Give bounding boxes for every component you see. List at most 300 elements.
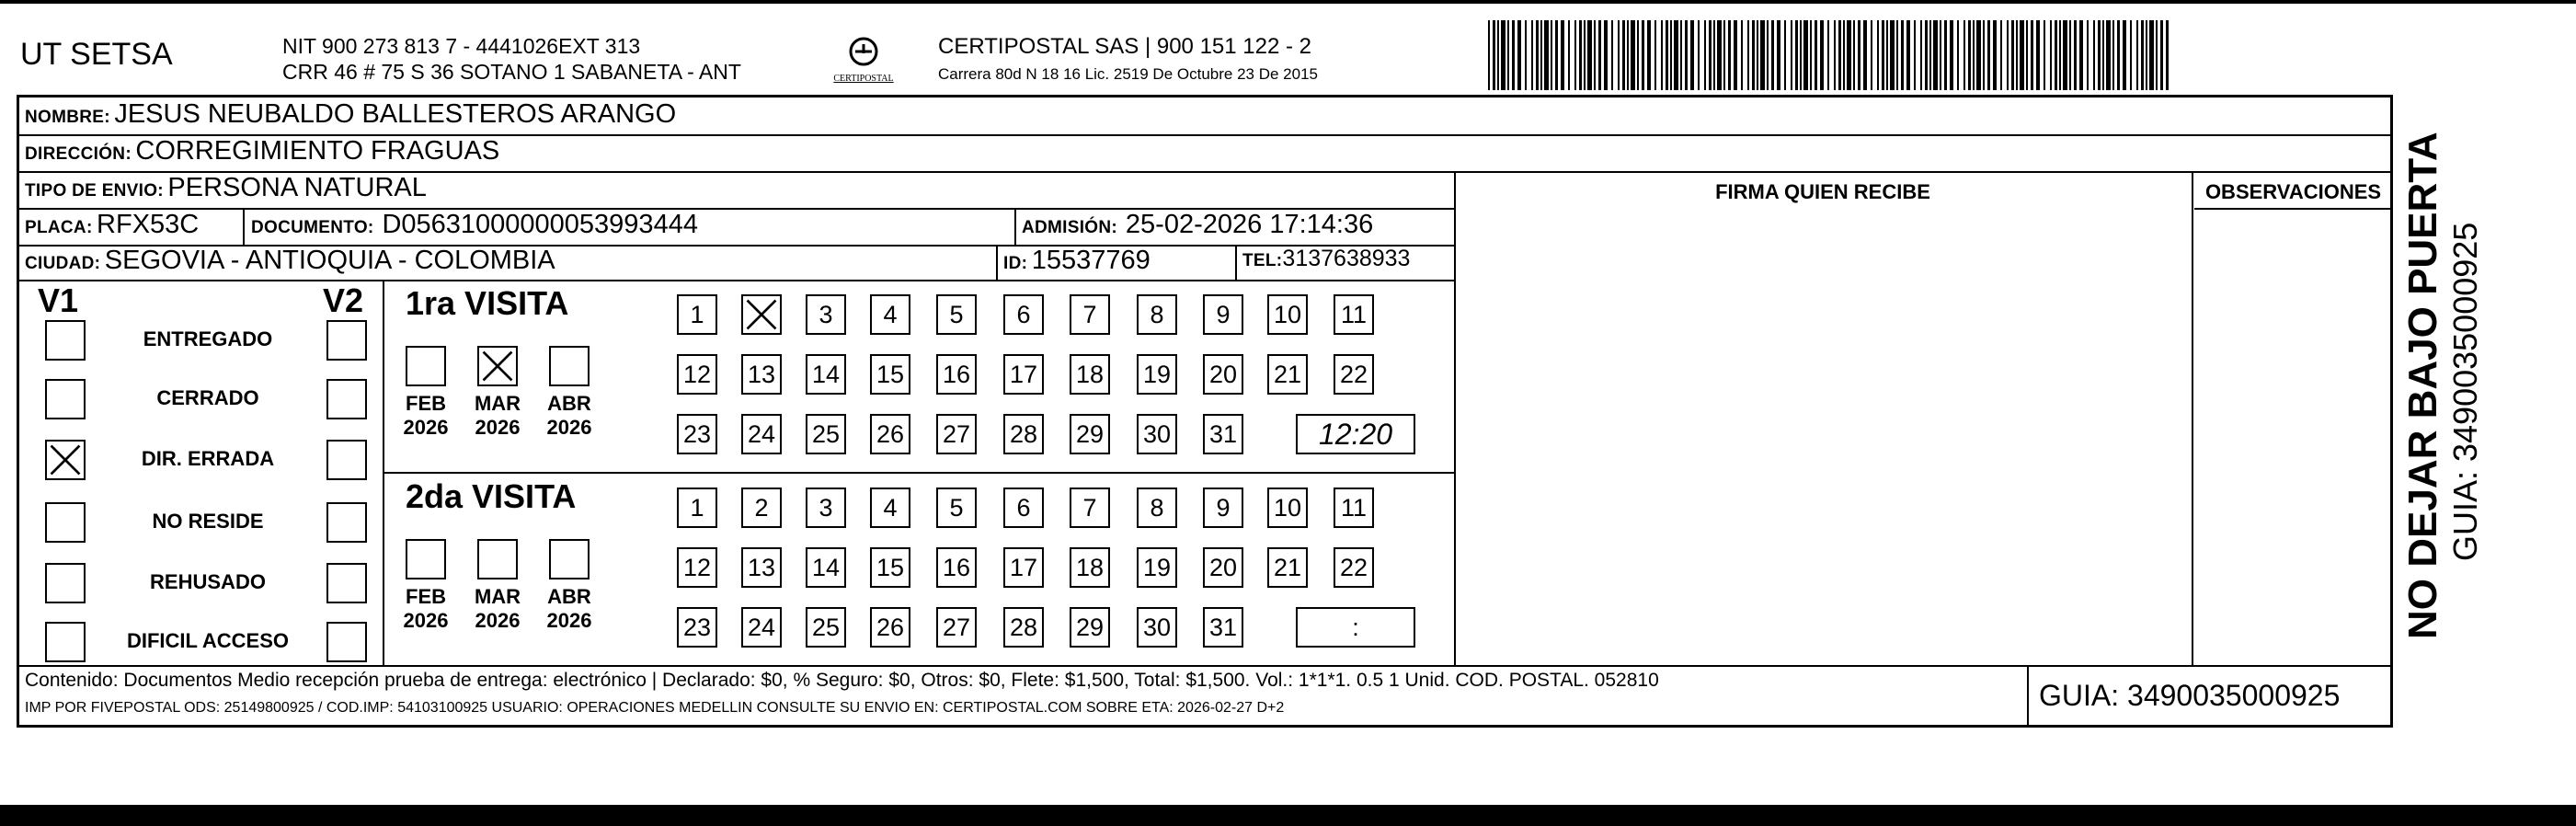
barcode-bar	[1627, 20, 1629, 90]
barcode-bar	[2146, 20, 2147, 90]
barcode-bar	[2141, 20, 2144, 90]
barcode-bar	[1963, 20, 1965, 90]
admision-value: 25-02-2026 17:14:36	[1125, 210, 1374, 239]
barcode-bar	[1760, 20, 1765, 90]
barcode-bar	[1741, 20, 1743, 90]
day-box[interactable]	[1070, 547, 1110, 588]
barcode-bar	[1747, 20, 1749, 90]
month-name: MAR	[474, 585, 521, 608]
day-box[interactable]	[677, 414, 717, 454]
day-number: 30	[1142, 420, 1172, 448]
day-number: 18	[1075, 554, 1105, 581]
day-number: 29	[1075, 420, 1105, 448]
barcode-bar	[1896, 20, 1898, 90]
day-number: 31	[1208, 420, 1238, 448]
barcode-bar	[1882, 20, 1884, 90]
v1-checkbox[interactable]	[45, 379, 86, 419]
barcode-bar	[1940, 20, 1941, 90]
day-box[interactable]	[741, 354, 782, 395]
barcode-bar	[1886, 20, 1888, 90]
day-box[interactable]	[1267, 488, 1308, 528]
barcode-bar	[2117, 20, 2120, 90]
barcode-bar	[1757, 20, 1758, 90]
day-number: 6	[1016, 494, 1031, 522]
barcode-bar	[1536, 20, 1539, 90]
day-number: 7	[1082, 494, 1097, 522]
barcode-bar	[1713, 20, 1715, 90]
barcode-bar	[1642, 20, 1644, 90]
barcode-bar	[2020, 20, 2024, 90]
contenido-text: Contenido: Documentos Medio recepción prueba de entrega: electrónico | Declarado: $0, % Seguro: $0, Otros: $0, Flete: $1,500, Total: $1,500. Vol.: 1*1*1. 0.5 1 Unid. COD. POSTAL. 052810	[25, 670, 1659, 691]
day-number: 9	[1216, 494, 1231, 522]
day-box[interactable]	[677, 547, 717, 588]
day-number: 20	[1208, 554, 1238, 581]
nombre-value: JESUS NEUBALDO BALLESTEROS ARANGO	[114, 99, 677, 129]
day-box[interactable]	[1003, 607, 1044, 648]
day-box[interactable]	[870, 607, 910, 648]
day-box[interactable]	[806, 294, 846, 335]
barcode-bar	[1993, 20, 1997, 90]
barcode-bar	[1637, 20, 1639, 90]
ciudad-label: CIUDAD:	[25, 254, 101, 273]
day-box[interactable]	[1203, 294, 1243, 335]
barcode-bar	[1815, 20, 1817, 90]
day-box[interactable]	[1070, 354, 1110, 395]
day-number: 22	[1339, 554, 1368, 581]
barcode-bar	[1622, 20, 1625, 90]
barcode-bar	[2016, 20, 2018, 90]
barcode-bar	[1594, 20, 1596, 90]
barcode-bar	[1670, 20, 1672, 90]
barcode-bar	[1968, 20, 1971, 90]
day-number: 24	[747, 614, 776, 641]
day-box[interactable]	[1003, 354, 1044, 395]
month-year: 2026	[546, 416, 592, 439]
barcode-bar	[1587, 20, 1592, 90]
v1-checkbox[interactable]	[45, 622, 86, 662]
day-box[interactable]	[1203, 354, 1243, 395]
barcode-bar	[1517, 20, 1521, 90]
barcode-bar	[1579, 20, 1582, 90]
barcode-bar	[2059, 20, 2061, 90]
barcode-bar	[1488, 20, 1490, 90]
month-label	[470, 392, 525, 440]
day-number: 7	[1082, 301, 1097, 328]
status-label: DIR. ERRADA	[141, 447, 275, 470]
barcode-bar	[1574, 20, 1576, 90]
barcode-bar	[1838, 20, 1841, 90]
guia-number: GUIA: 3490035000925	[2039, 679, 2341, 712]
row-divider	[19, 280, 1454, 281]
day-box[interactable]	[1003, 414, 1044, 454]
barcode-bar	[1863, 20, 1867, 90]
v1-checkbox[interactable]	[45, 502, 86, 543]
day-box[interactable]	[1070, 414, 1110, 454]
month-year: 2026	[475, 609, 521, 632]
day-box[interactable]	[1137, 414, 1177, 454]
day-number: 1	[690, 301, 704, 328]
barcode-bar	[2156, 20, 2158, 90]
id-label: ID:	[1003, 254, 1028, 273]
day-number: 8	[1150, 494, 1164, 522]
day-box[interactable]	[1334, 354, 1374, 395]
day-box[interactable]	[741, 607, 782, 648]
barcode-bar	[2149, 20, 2154, 90]
day-number: 26	[876, 614, 905, 641]
v2-header: V2	[323, 281, 364, 319]
footer-divider	[19, 665, 2393, 667]
barcode-bar	[1647, 20, 1651, 90]
day-number: 17	[1009, 554, 1038, 581]
day-number: 24	[747, 420, 776, 448]
barcode-bar	[1795, 20, 1798, 90]
day-box[interactable]	[936, 354, 977, 395]
day-number: 10	[1273, 301, 1302, 328]
tipo-value: PERSONA NATURAL	[167, 173, 427, 202]
barcode-bar	[1525, 20, 1527, 90]
day-number: 21	[1273, 361, 1302, 388]
day-number: 16	[942, 361, 971, 388]
month-name: ABR	[547, 585, 591, 608]
barcode-bar	[2136, 20, 2138, 90]
barcode-bar	[2087, 20, 2089, 90]
logo-text: CERTIPOSTAL	[833, 74, 894, 84]
day-box[interactable]	[1137, 607, 1177, 648]
day-number: 27	[942, 614, 971, 641]
v1-checkbox[interactable]	[45, 320, 86, 361]
company-info	[282, 33, 741, 85]
day-box[interactable]	[1334, 294, 1374, 335]
barcode-bar	[1957, 20, 1959, 90]
day-number: 8	[1150, 301, 1164, 328]
barcode-bar	[1784, 20, 1786, 90]
day-box[interactable]	[1267, 354, 1308, 395]
day-number: 4	[883, 494, 898, 522]
day-number: 31	[1208, 614, 1238, 641]
day-box[interactable]	[870, 488, 910, 528]
barcode-bar	[1810, 20, 1812, 90]
barcode-bar	[1551, 20, 1552, 90]
barcode-bar	[2069, 20, 2071, 90]
day-box[interactable]	[1003, 488, 1044, 528]
day-box[interactable]	[677, 607, 717, 648]
barcode-bar	[1901, 20, 1904, 90]
barcode-bar	[1976, 20, 1981, 90]
admision-row	[1022, 210, 1373, 240]
day-number: 14	[811, 361, 841, 388]
col-divider	[243, 208, 245, 245]
barcode-bar	[1771, 20, 1774, 90]
day-number: 13	[747, 554, 776, 581]
top-border	[0, 0, 2576, 4]
day-number: 2	[754, 494, 769, 522]
barcode-bar	[1950, 20, 1953, 90]
direccion-value: CORREGIMIENTO FRAGUAS	[135, 136, 500, 166]
barcode-bar	[1734, 20, 1737, 90]
day-box[interactable]	[1203, 547, 1243, 588]
day-box[interactable]	[870, 414, 910, 454]
month-label	[398, 392, 453, 440]
barcode-bar	[1685, 20, 1688, 90]
time-field[interactable]: :	[1296, 607, 1415, 648]
barcode-bar	[1920, 20, 1922, 90]
day-box[interactable]	[936, 488, 977, 528]
day-box[interactable]	[1137, 294, 1177, 335]
barcode-bar	[1890, 20, 1895, 90]
barcode-bar	[1512, 20, 1515, 90]
day-number: 1	[690, 494, 704, 522]
day-number: 6	[1016, 301, 1031, 328]
v2-checkbox[interactable]	[326, 502, 367, 543]
barcode-bar	[1820, 20, 1824, 90]
barcode-bar	[1791, 20, 1792, 90]
barcode-bar	[2106, 20, 2111, 90]
firma-header: FIRMA QUIEN RECIBE	[1715, 180, 1930, 203]
id-value: 15537769	[1031, 246, 1151, 275]
tel-value: 3137638933	[1282, 246, 1411, 271]
imp-text: IMP POR FIVEPOSTAL ODS: 25149800925 / COD.IMP: 54103100925 USUARIO: OPERACIONES MEDELLIN CONSULTE SU ENVIO EN: CERTIPOSTAL.COM SOBRE ETA: 2026-02-27 D+2	[25, 700, 1285, 716]
day-number: 25	[811, 614, 841, 641]
month-checkbox[interactable]	[406, 346, 446, 386]
barcode-bar	[2031, 20, 2033, 90]
no-dejar-bajo-puerta: NO DEJAR BAJO PUERTA	[2400, 132, 2445, 639]
placa-row	[25, 210, 199, 240]
placa-label: PLACA:	[25, 218, 93, 237]
admision-label: ADMISIÓN:	[1022, 218, 1118, 237]
barcode-bar	[1983, 20, 1985, 90]
month-label	[542, 392, 597, 440]
documento-row	[251, 210, 698, 240]
day-number: 30	[1142, 614, 1172, 641]
barcode-bar	[1871, 20, 1872, 90]
barcode-bar	[1698, 20, 1700, 90]
month-name: MAR	[474, 392, 521, 415]
barcode-bar	[2098, 20, 2101, 90]
day-number: 12	[682, 361, 712, 388]
day-box[interactable]	[741, 547, 782, 588]
day-box[interactable]	[1203, 488, 1243, 528]
day-box[interactable]	[870, 354, 910, 395]
day-number: 22	[1339, 361, 1368, 388]
day-check-mark-icon	[743, 296, 780, 343]
day-number: 16	[942, 554, 971, 581]
barcode-bar	[2011, 20, 2014, 90]
barcode-bar	[2123, 20, 2126, 90]
barcode-bar	[1800, 20, 1802, 90]
barcode-bar	[2079, 20, 2083, 90]
side-guia: GUIA: 3490035000925	[2446, 222, 2484, 561]
month-checkbox[interactable]	[477, 539, 518, 579]
day-box[interactable]	[1203, 607, 1243, 648]
visit-title: 2da VISITA	[406, 477, 577, 515]
v1-header: V1	[38, 281, 79, 319]
month-label	[542, 585, 597, 633]
day-box[interactable]	[1267, 294, 1308, 335]
month-label	[398, 585, 453, 633]
v2-checkbox[interactable]	[326, 379, 367, 419]
status-label: ENTREGADO	[143, 327, 273, 350]
col-divider	[2027, 665, 2029, 728]
day-box[interactable]	[1203, 414, 1243, 454]
day-box[interactable]	[1334, 547, 1374, 588]
day-box[interactable]	[806, 547, 846, 588]
barcode-bar	[1618, 20, 1620, 90]
day-box[interactable]	[677, 488, 717, 528]
day-number: 10	[1273, 494, 1302, 522]
status-label: NO RESIDE	[152, 510, 264, 533]
day-box[interactable]	[806, 354, 846, 395]
barcode-bar	[1611, 20, 1613, 90]
day-number: 18	[1075, 361, 1105, 388]
day-box[interactable]	[677, 294, 717, 335]
nombre-label: NOMBRE:	[25, 108, 110, 127]
barcode-bar	[2160, 20, 2163, 90]
day-box[interactable]	[870, 547, 910, 588]
barcode-bar	[2166, 20, 2169, 90]
day-number: 13	[747, 361, 776, 388]
day-number: 26	[876, 420, 905, 448]
nit-line: NIT 900 273 813 7 - 4441026EXT 313	[282, 34, 641, 58]
barcode-bar	[1717, 20, 1722, 90]
visit-divider	[383, 472, 1454, 474]
day-number: 11	[1340, 494, 1368, 522]
v1-checkbox[interactable]	[45, 563, 86, 603]
barcode-bar	[1906, 20, 1910, 90]
barcode-bar	[2026, 20, 2028, 90]
barcode-bar	[2050, 20, 2052, 90]
v2-checkbox[interactable]	[326, 440, 367, 480]
barcode-bar	[2130, 20, 2132, 90]
day-box[interactable]	[936, 414, 977, 454]
barcode-bar	[1568, 20, 1570, 90]
day-box[interactable]	[806, 414, 846, 454]
documento-label: DOCUMENTO:	[251, 218, 374, 237]
barcode-bar	[1604, 20, 1608, 90]
barcode-bar	[1654, 20, 1656, 90]
day-box[interactable]	[741, 294, 782, 335]
barcode-bar	[1493, 20, 1495, 90]
col-divider	[996, 245, 998, 280]
day-box[interactable]	[1137, 488, 1177, 528]
day-number: 28	[1009, 614, 1038, 641]
barcode-bar	[1544, 20, 1549, 90]
certipostal-logo-icon	[813, 35, 914, 86]
placa-value: RFX53C	[97, 210, 200, 239]
barcode-bar	[1561, 20, 1564, 90]
barcode-bar	[1933, 20, 1938, 90]
day-box[interactable]	[1137, 547, 1177, 588]
barcode-bar	[1555, 20, 1558, 90]
col-divider	[1235, 245, 1237, 280]
day-number: 5	[949, 494, 964, 522]
status-label: REHUSADO	[150, 570, 266, 593]
direccion-label: DIRECCIÓN:	[25, 144, 132, 164]
day-box[interactable]	[1070, 607, 1110, 648]
v2-checkbox[interactable]	[326, 563, 367, 603]
month-checkbox[interactable]	[549, 346, 590, 386]
v2-checkbox[interactable]	[326, 320, 367, 361]
month-checkbox[interactable]	[477, 346, 518, 386]
day-box[interactable]	[741, 414, 782, 454]
day-box[interactable]	[1334, 488, 1374, 528]
col-divider	[1014, 208, 1016, 245]
barcode-bar	[1598, 20, 1601, 90]
shipment-form	[17, 95, 2393, 728]
documento-value: D05631000000053993444	[382, 210, 698, 239]
day-box[interactable]	[936, 607, 977, 648]
day-number: 3	[819, 494, 833, 522]
day-box[interactable]	[806, 607, 846, 648]
day-number: 21	[1273, 554, 1302, 581]
barcode-bar	[2055, 20, 2057, 90]
day-box[interactable]	[1070, 294, 1110, 335]
day-box[interactable]	[1003, 294, 1044, 335]
certipostal-info	[938, 33, 1318, 88]
day-number: 17	[1009, 361, 1038, 388]
ciudad-row	[25, 246, 555, 276]
barcode-bar	[1666, 20, 1668, 90]
barcode-bar	[1987, 20, 1990, 90]
barcode-bar	[1847, 20, 1851, 90]
barcode-bar	[2074, 20, 2077, 90]
day-box[interactable]	[1003, 547, 1044, 588]
month-year: 2026	[403, 609, 449, 632]
barcode-bar	[1914, 20, 1916, 90]
barcode-bar	[2000, 20, 2002, 90]
day-number: 28	[1009, 420, 1038, 448]
barcode-bar	[1767, 20, 1769, 90]
barcode-bar	[1507, 20, 1509, 90]
barcode-bar	[1877, 20, 1879, 90]
time-field[interactable]: 12:20	[1296, 414, 1415, 454]
day-number: 11	[1340, 301, 1368, 328]
day-number: 19	[1142, 361, 1172, 388]
barcode-bar	[1752, 20, 1755, 90]
status-label: DIFICIL ACCESO	[126, 629, 289, 652]
v1-checkbox[interactable]	[45, 440, 86, 480]
day-box[interactable]	[936, 294, 977, 335]
bottom-border	[0, 805, 2576, 826]
barcode-bar	[1497, 20, 1499, 90]
barcode-bar	[2102, 20, 2104, 90]
day-box[interactable]	[870, 294, 910, 335]
month-checkbox[interactable]	[549, 539, 590, 579]
month-label	[470, 585, 525, 633]
month-name: FEB	[406, 392, 446, 415]
barcode-bar	[1709, 20, 1712, 90]
v2-checkbox[interactable]	[326, 622, 367, 662]
day-number: 19	[1142, 554, 1172, 581]
day-box[interactable]	[1070, 488, 1110, 528]
day-box[interactable]	[1137, 354, 1177, 395]
address-line: CRR 46 # 75 S 36 SOTANO 1 SABANETA - ANT	[282, 60, 741, 84]
day-box[interactable]	[741, 488, 782, 528]
visit-title: 1ra VISITA	[406, 284, 569, 322]
certipostal-address: Carrera 80d N 18 16 Lic. 2519 De Octubre 23 De 2015	[938, 65, 1318, 83]
day-box[interactable]	[677, 354, 717, 395]
barcode-bar	[1531, 20, 1533, 90]
barcode-bar	[1631, 20, 1635, 90]
day-number: 29	[1075, 614, 1105, 641]
month-checkbox[interactable]	[406, 539, 446, 579]
ciudad-value: SEGOVIA - ANTIOQUIA - COLOMBIA	[104, 246, 555, 275]
barcode-bar	[1925, 20, 1928, 90]
day-box[interactable]	[1267, 547, 1308, 588]
barcode-bar	[1661, 20, 1663, 90]
col-divider	[1454, 171, 1456, 665]
day-box[interactable]	[806, 488, 846, 528]
day-box[interactable]	[936, 547, 977, 588]
